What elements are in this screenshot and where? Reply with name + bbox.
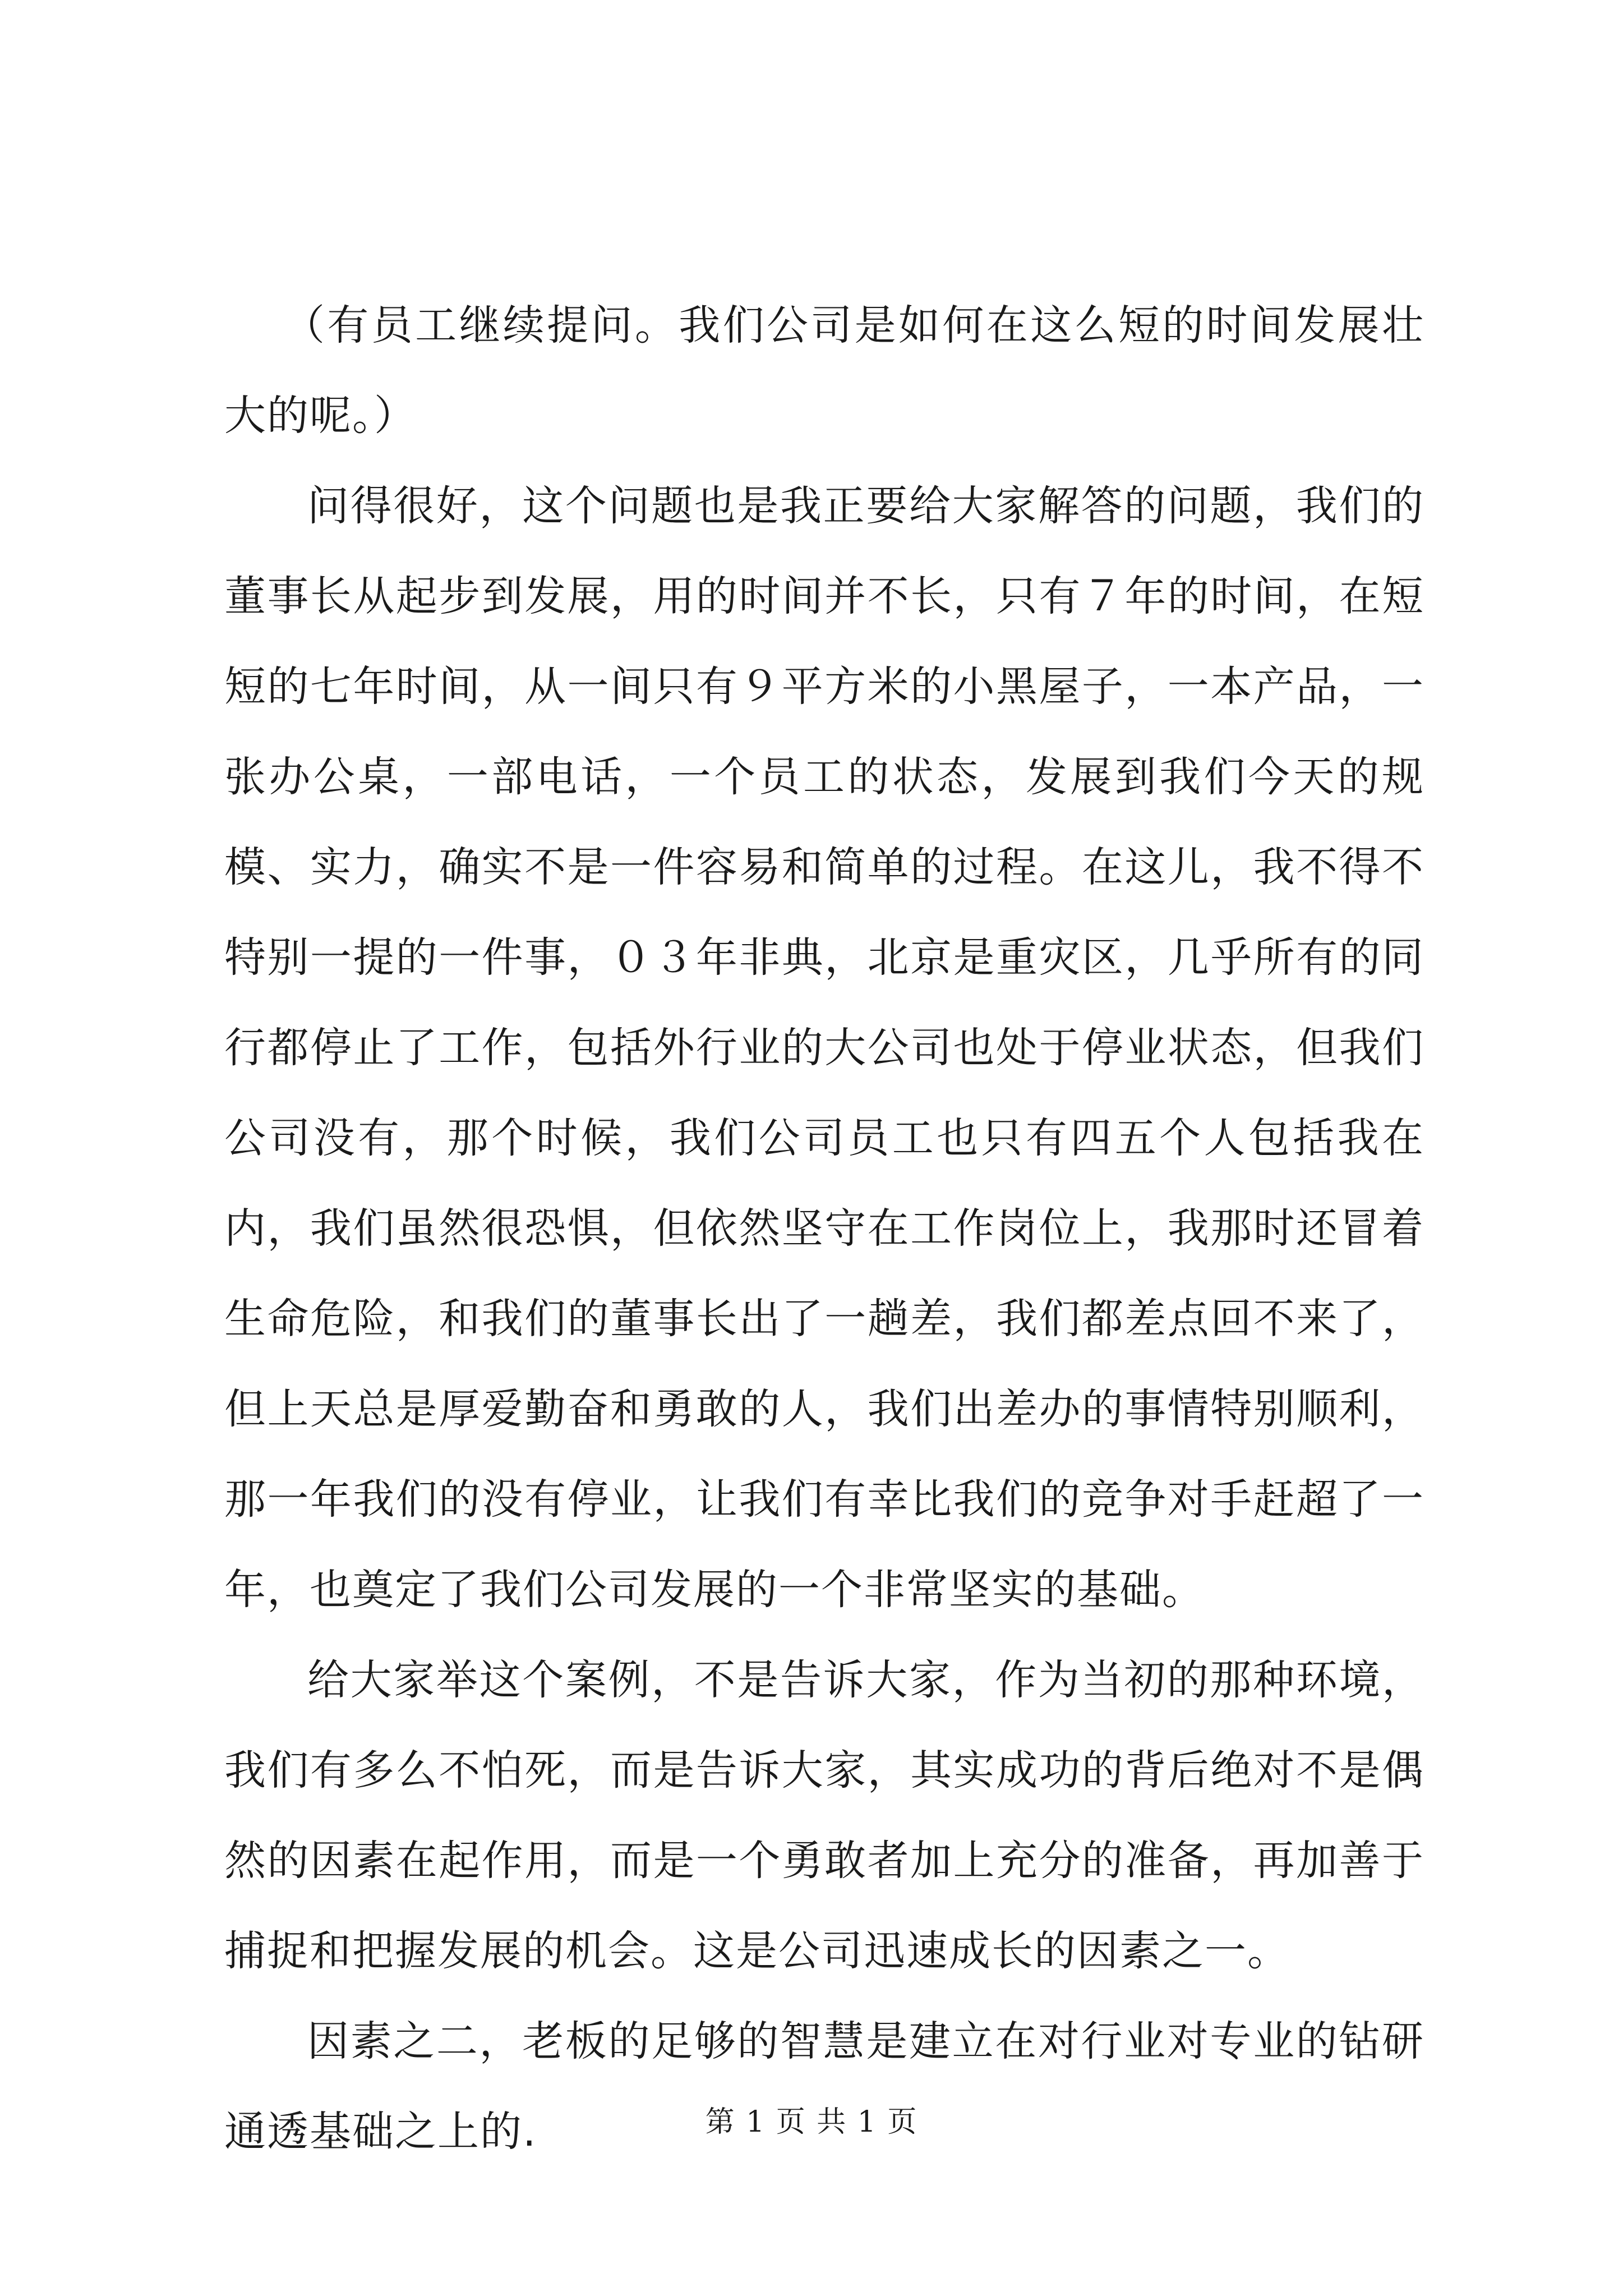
document-body	[224, 280, 1424, 2177]
paragraph-question: （有员工继续提问。我们公司是如何在这么短的时间发展壮大的呢。）	[224, 301, 1424, 440]
paragraph-case-explanation: 给大家举这个案例，不是告诉大家，作为当初的那种环境，我们有多么不怕死，而是告诉大家，其实成功的背后绝对不是偶然的因素在起作用，而是一个勇敢者加上充分的准备，再加善于捕捉和把握发展的机会。这是公司迅速成长的因素之一。	[224, 1656, 1424, 1975]
page-footer: 第 1 页 共 1 页	[705, 2105, 918, 2139]
paragraph-answer-history: 问得很好，这个问题也是我正要给大家解答的问题，我们的董事长从起步到发展，用的时间并不长，只有７年的时间，在短短的七年时间，从一间只有９平方米的小黑屋子，一本产品，一张办公桌，一部电话，一个员工的状态，发展到我们今天的规模、实力，确实不是一件容易和简单的过程。在这儿，我不得不特别一提的一件事，０３年非典，北京是重灾区，几乎所有的同行都停止了工作，包括外行业的大公司也处于停业状态，但我们公司没有，那个时候，我们公司员工也只有四五个人包括我在内，我们虽然很恐惧，但依然坚守在工作岗位上，我那时还冒着生命危险，和我们的董事长出了一趟差，我们都差点回不来了，但上天总是厚爱勤奋和勇敢的人，我们出差办的事情特别顺利，那一年我们的没有停业，让我们有幸比我们的竞争对手赶超了一年，也奠定了我们公司发展的一个非常坚实的基础。	[224, 482, 1424, 1614]
paragraph-factor-two: 因素之二，老板的足够的智慧是建立在对行业对专业的钻研通透基础之上的.	[224, 2017, 1424, 2156]
